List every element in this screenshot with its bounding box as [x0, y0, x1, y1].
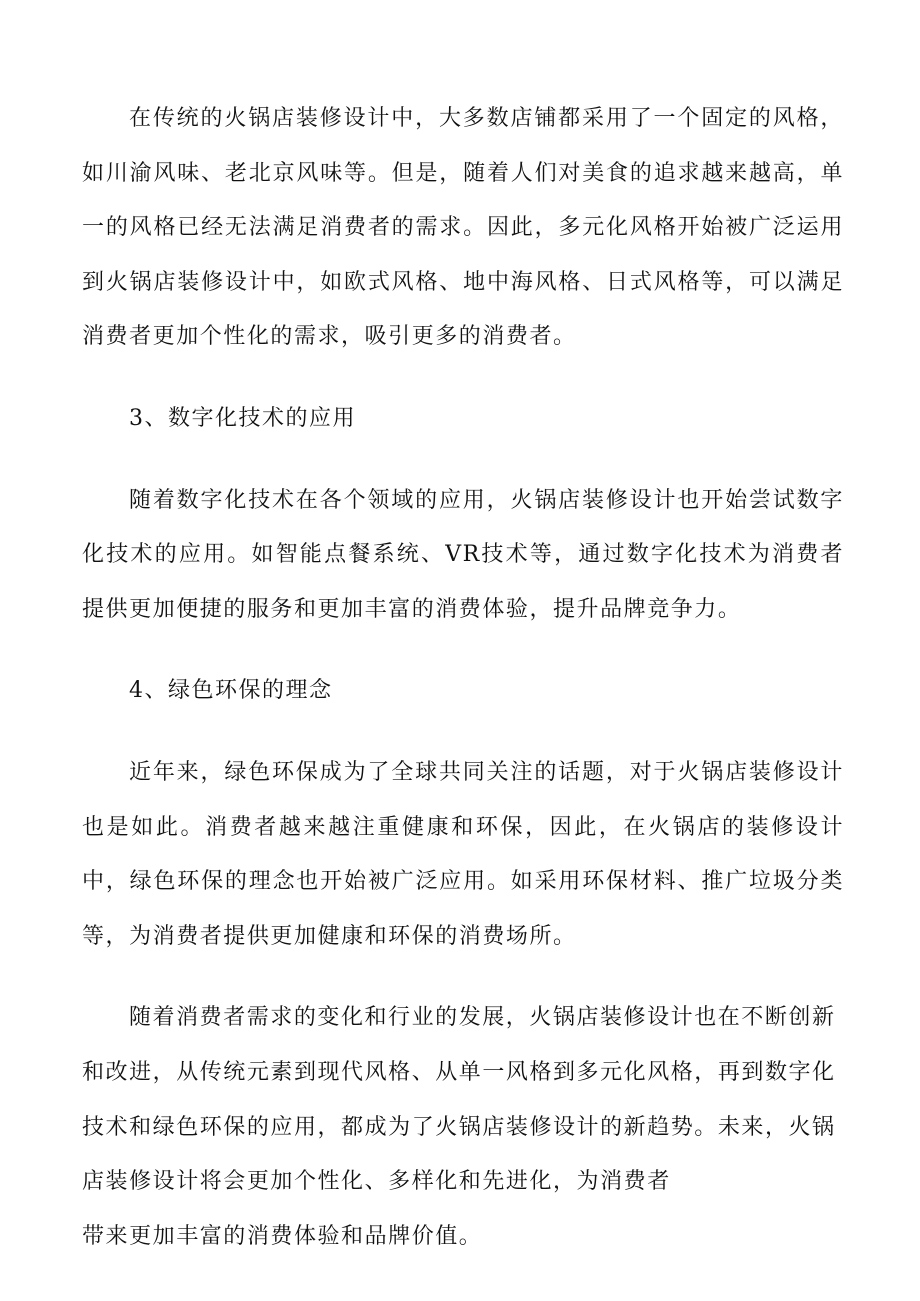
paragraph-gap	[82, 447, 844, 474]
document-page	[82, 92, 844, 1264]
paragraph-digital-tech: 随着数字化技术在各个领域的应用，火锅店装修设计也开始尝试数字化技术的应用。如智能点餐系统、VR技术等，通过数字化技术为消费者提供更加便捷的服务和更加丰富的消费体验，提升品牌竞争力。	[82, 487, 844, 622]
section-heading-green-concept: 4、绿色环保的理念	[129, 678, 333, 704]
paragraph-gap	[82, 365, 844, 392]
paragraph-gap	[82, 637, 844, 664]
paragraph-diversified-styles: 在传统的火锅店装修设计中，大多数店铺都采用了一个固定的风格，如川渝风味、老北京风味等。但是，随着人们对美食的追求越来越高，单一的风格已经无法满足消费者的需求。因此，多元化风格开始被广泛运用到火锅店装修设计中，如欧式风格、地中海风格、日式风格等，可以满足消费者更加个性化的需求，吸引更多的消费者。	[82, 106, 844, 350]
paragraph-gap	[82, 719, 844, 746]
paragraph-conclusion-tail: 带来更加丰富的消费体验和品牌价值。	[82, 1223, 483, 1249]
paragraph-gap	[82, 964, 844, 991]
paragraph-conclusion: 随着消费者需求的变化和行业的发展，火锅店装修设计也在不断创新和改进，从传统元素到现代风格、从单一风格到多元化风格，再到数字化技术和绿色环保的应用，都成为了火锅店装修设计的新趋势。未来，火锅店装修设计将会更加个性化、多样化和先进化，为消费者	[82, 1005, 836, 1195]
section-heading-digital-tech: 3、数字化技术的应用	[129, 405, 356, 431]
paragraph-green-concept: 近年来，绿色环保成为了全球共同关注的话题，对于火锅店装修设计也是如此。消费者越来越注重健康和环保，因此，在火锅店的装修设计中，绿色环保的理念也开始被广泛应用。如采用环保材料、推广垃圾分类等，为消费者提供更加健康和环保的消费场所。	[82, 759, 844, 949]
